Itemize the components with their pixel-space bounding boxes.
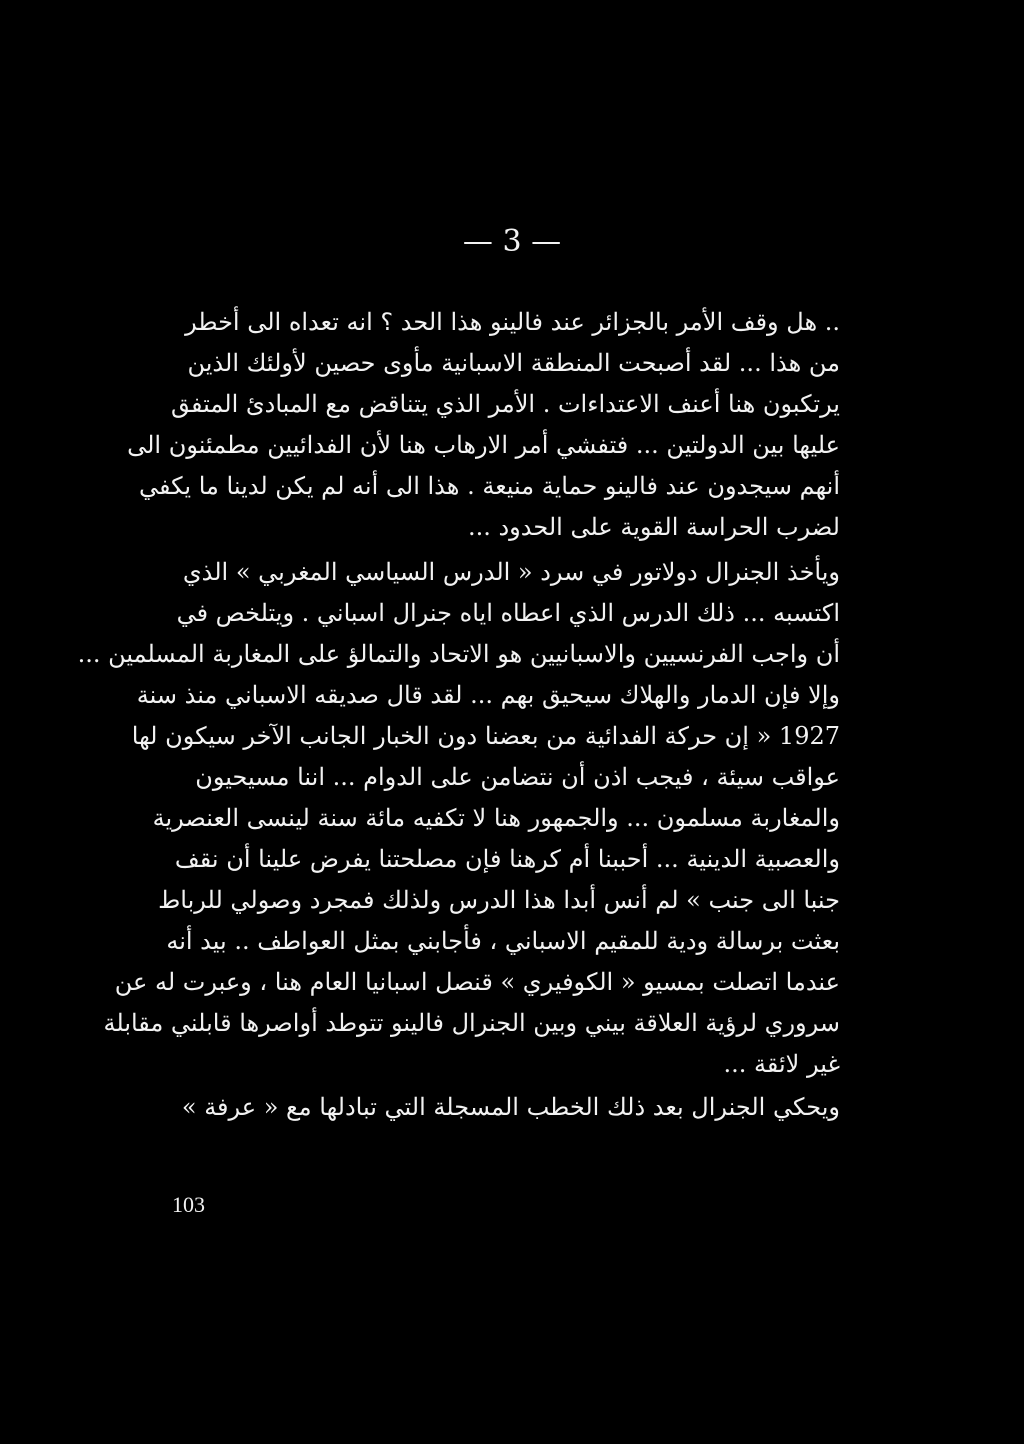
text-line: عليها بين الدولتين ... فتفشي أمر الارهاب هنا لأن الفدائيين مطمئنون الى: [127, 431, 840, 459]
page-header-number: — 3 —: [462, 224, 562, 259]
text-line: وإلا فإن الدمار والهلاك سيحيق بهم ... لقد قال صديقه الاسباني منذ سنة: [136, 681, 840, 709]
page-folio-number: 103: [172, 1192, 205, 1217]
text-line: والعصبية الدينية ... أحببنا أم كرهنا فإن مصلحتنا يفرض علينا أن نقف: [174, 845, 840, 873]
paragraph-1: [127, 302, 840, 548]
paragraph-3: [168, 1087, 840, 1128]
text-line: بعثت برسالة ودية للمقيم الاسباني ، فأجابني بمثل العواطف .. بيد أنه: [166, 927, 840, 955]
text-line: أن واجب الفرنسيين والاسبانيين هو الاتحاد والتمالؤ على المغاربة المسلمين ...: [77, 640, 840, 668]
text-line: عواقب سيئة ، فيجب اذن أن نتضامن على الدوام ... اننا مسيحيون: [195, 763, 840, 791]
text-line: سروري لرؤية العلاقة بيني وبين الجنرال فالينو تتوطد أواصرها قابلني مقابلة: [103, 1009, 840, 1037]
text-line: من هذا ... لقد أصبحت المنطقة الاسبانية مأوى حصين لأولئك الذين: [187, 349, 840, 377]
text-line: عندما اتصلت بمسيو « الكوفيري » قنصل اسبانيا العام هنا ، وعبرت له عن: [114, 968, 840, 996]
text-line: أنهم سيجدون عند فالينو حماية منيعة . هذا الى أنه لم يكن لدينا ما يكفي: [139, 472, 840, 500]
text-line: جنبا الى جنب » لم أنس أبدا هذا الدرس ولذلك فمجرد وصولي للرباط: [158, 886, 840, 914]
text-line: يرتكبون هنا أعنف الاعتداءات . الأمر الذي يتناقض مع المبادئ المتفق: [171, 390, 840, 418]
text-line: والمغاربة مسلمون ... والجمهور هنا لا تكفيه مائة سنة لينسى العنصرية: [152, 804, 840, 832]
text-line: ويحكي الجنرال بعد ذلك الخطب المسجلة التي تبادلها مع « عرفة »: [181, 1093, 840, 1121]
paragraph-2: [77, 552, 840, 1085]
text-line: ويأخذ الجنرال دولاتور في سرد « الدرس السياسي المغربي » الذي: [182, 558, 840, 586]
text-line: اكتسبه ... ذلك الدرس الذي اعطاه اياه جنرال اسباني . ويتلخص في: [176, 599, 840, 627]
text-line: 1927 « إن حركة الفدائية من بعضنا دون الخبار الجانب الآخر سيكون لها: [131, 722, 840, 750]
text-line: .. هل وقف الأمر بالجزائر عند فالينو هذا الحد ؟ انه تعداه الى أخطر: [185, 308, 840, 336]
text-line: لضرب الحراسة القوية على الحدود ...: [467, 513, 840, 541]
text-line: غير لائقة ...: [723, 1050, 840, 1078]
